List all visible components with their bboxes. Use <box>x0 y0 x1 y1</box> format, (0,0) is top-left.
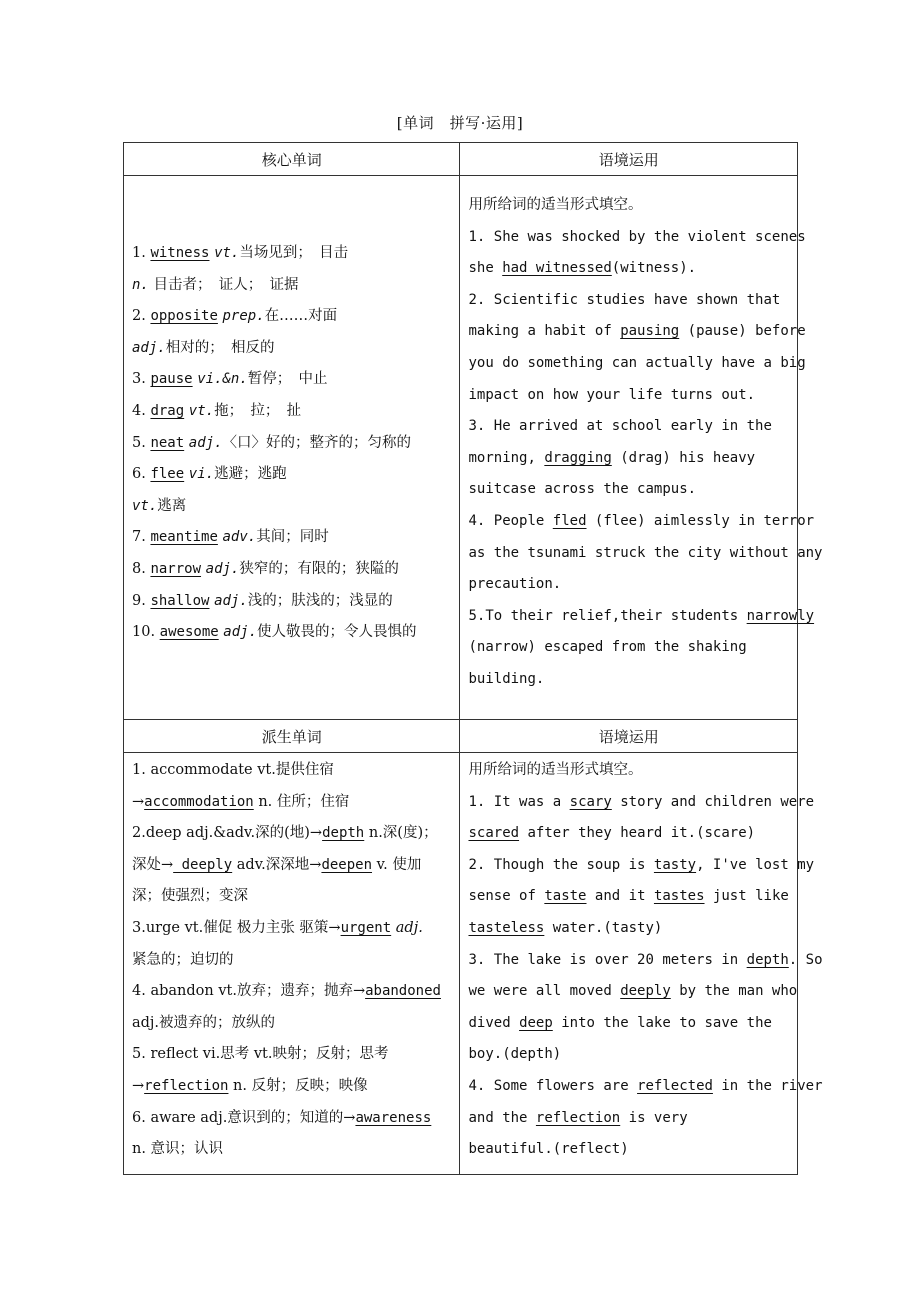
sentence-line: 5.To their relief,their students narrowly <box>468 607 815 624</box>
derived-line: adj.被遗弃的；放纵的 <box>132 1014 276 1031</box>
sentence-line: suitcase across the campus. <box>468 481 697 498</box>
sentence-line: making a habit of pausing (pause) before <box>468 323 806 340</box>
table2-header-row <box>124 720 798 753</box>
core-word-line: 8. narrow adj.狭窄的；有限的；狭隘的 <box>132 560 399 577</box>
answer: accommodation <box>144 793 254 810</box>
sentence-line: 1. She was shocked by the violent scenes <box>468 228 806 245</box>
answer: awareness <box>355 1109 432 1126</box>
instruction: 用所给词的适当形式填空。 <box>468 762 643 778</box>
answer: deeply <box>620 983 671 1000</box>
answer: deeply <box>173 856 233 873</box>
answer: deepen <box>321 856 373 873</box>
core-word-line: 2. opposite prep.在……对面 <box>132 308 338 325</box>
context-cell-1 <box>460 176 823 720</box>
sentence-line: scared after they heard it.(scare) <box>468 825 756 842</box>
sentence-line: we were all moved deeply by the man who <box>468 983 798 1000</box>
sentence-line: 2. Scientific studies have shown that <box>468 291 781 308</box>
answer: depth <box>322 825 365 842</box>
sentence-line: (narrow) escaped from the shaking <box>468 639 747 656</box>
derived-line: 4. abandon vt.放弃；遗弃；抛弃→abandoned <box>132 983 441 1000</box>
sentence-line: 3. The lake is over 20 meters in depth. So <box>468 951 823 968</box>
sentence-line: beautiful.(reflect) <box>468 1141 629 1158</box>
sentence-line: sense of taste and it tastes just like <box>468 888 789 905</box>
sentence-line: dived deep into the lake to save the <box>468 1014 772 1031</box>
sentence-line: boy.(depth) <box>468 1046 562 1063</box>
section-title: [单词 拼写·运用] <box>396 114 524 132</box>
core-word-line: 10. awesome adj.使人敬畏的；令人畏惧的 <box>132 624 417 641</box>
core-word-line: 5. neat adj.〈口〉好的；整齐的；匀称的 <box>132 434 411 451</box>
derived-words-cell <box>124 753 460 1175</box>
answer: scared <box>468 825 520 842</box>
answer: reflected <box>637 1077 713 1094</box>
answer: abandoned <box>365 983 441 1000</box>
core-words-cell <box>124 176 460 720</box>
core-word-line: 7. meantime adv.其间；同时 <box>132 529 329 546</box>
answer: scary <box>569 793 612 810</box>
core-word-line: 6. flee vi.逃避；逃跑 <box>132 466 287 483</box>
answer: urgent <box>340 919 392 936</box>
answer: pausing <box>620 323 680 340</box>
derived-line: 深处→ deeply adv.深深地→deepen v. 使加 <box>132 856 422 873</box>
core-word-line: adj.相对的； 相反的 <box>132 339 275 356</box>
core-word-line: 1. witness vt.当场见到； 目击 <box>132 245 349 261</box>
answer: tasty <box>653 856 697 873</box>
sentence-line: morning, dragging (drag) his heavy <box>468 449 756 466</box>
derived-line: 3.urge vt.催促 极力主张 驱策→urgent adj. <box>132 919 423 936</box>
answer: tasteless <box>468 919 545 936</box>
sentence-line: tasteless water.(tasty) <box>468 919 663 936</box>
table1-header-row <box>124 143 798 176</box>
answer: reflection <box>535 1109 621 1126</box>
sentence-line: impact on how your life turns out. <box>468 386 756 403</box>
sentence-line: 2. Though the soup is tasty, I've lost my <box>468 856 815 873</box>
sentence-line: 1. It was a scary story and children were <box>468 793 815 810</box>
derived-line: n. 意识；认识 <box>132 1141 224 1158</box>
sentence-line: and the reflection is very <box>468 1109 688 1126</box>
derived-line: 1. accommodate vt.提供住宿 <box>132 762 334 778</box>
core-word-line: 4. drag vt.拖； 拉； 扯 <box>132 402 302 419</box>
answer: taste <box>544 888 587 905</box>
derived-line: 紧急的；迫切的 <box>132 951 234 968</box>
answer: had witnessed <box>502 260 612 277</box>
sentence-line: you do something can actually have a big <box>468 354 806 371</box>
table1-body-row <box>124 176 798 720</box>
header-context-2: 语境运用 <box>460 720 798 753</box>
derived-line: 2.deep adj.&adv.深的(地)→depth n.深(度)； <box>132 825 438 842</box>
core-word-line: 3. pause vi.&n.暂停； 中止 <box>132 371 328 388</box>
derived-line: 5. reflect vi.思考 vt.映射；反射；思考 <box>132 1046 389 1063</box>
sentence-line: building. <box>468 670 545 687</box>
answer: depth <box>746 951 789 968</box>
header-derived-words: 派生单词 <box>124 720 460 753</box>
sentence-line: 3. He arrived at school early in the <box>468 418 772 435</box>
sentence-line: precaution. <box>468 576 562 593</box>
answer: fled <box>552 512 587 529</box>
instruction: 用所给词的适当形式填空。 <box>468 197 643 213</box>
derived-line: →accommodation n. 住所；住宿 <box>132 793 350 810</box>
answer: reflection <box>144 1077 229 1094</box>
answer: deep <box>519 1014 553 1031</box>
header-context-1: 语境运用 <box>460 143 798 176</box>
derived-line: 深；使强烈；变深 <box>132 888 248 905</box>
context-cell-2 <box>460 753 823 1175</box>
derived-line: →reflection n. 反射；反映；映像 <box>132 1077 368 1094</box>
core-word-line: 9. shallow adj.浅的；肤浅的；浅显的 <box>132 592 393 609</box>
core-word-line: n. 目击者； 证人； 证据 <box>132 276 299 293</box>
answer: narrowly <box>746 607 815 624</box>
header-core-words: 核心单词 <box>124 143 460 176</box>
derived-line: 6. aware adj.意识到的；知道的→awareness <box>132 1109 432 1126</box>
sentence-line: 4. People fled (flee) aimlessly in terror <box>468 512 815 529</box>
answer: tastes <box>653 888 705 905</box>
answer: dragging <box>544 449 612 466</box>
vocab-table <box>123 142 823 1175</box>
sentence-line: she had witnessed(witness). <box>468 260 697 277</box>
sentence-line: 4. Some flowers are reflected in the river <box>468 1077 823 1094</box>
sentence-line: as the tsunami struck the city without any <box>468 544 823 561</box>
table2-body-row <box>124 753 798 1175</box>
core-word-line: vt.逃离 <box>132 497 187 514</box>
